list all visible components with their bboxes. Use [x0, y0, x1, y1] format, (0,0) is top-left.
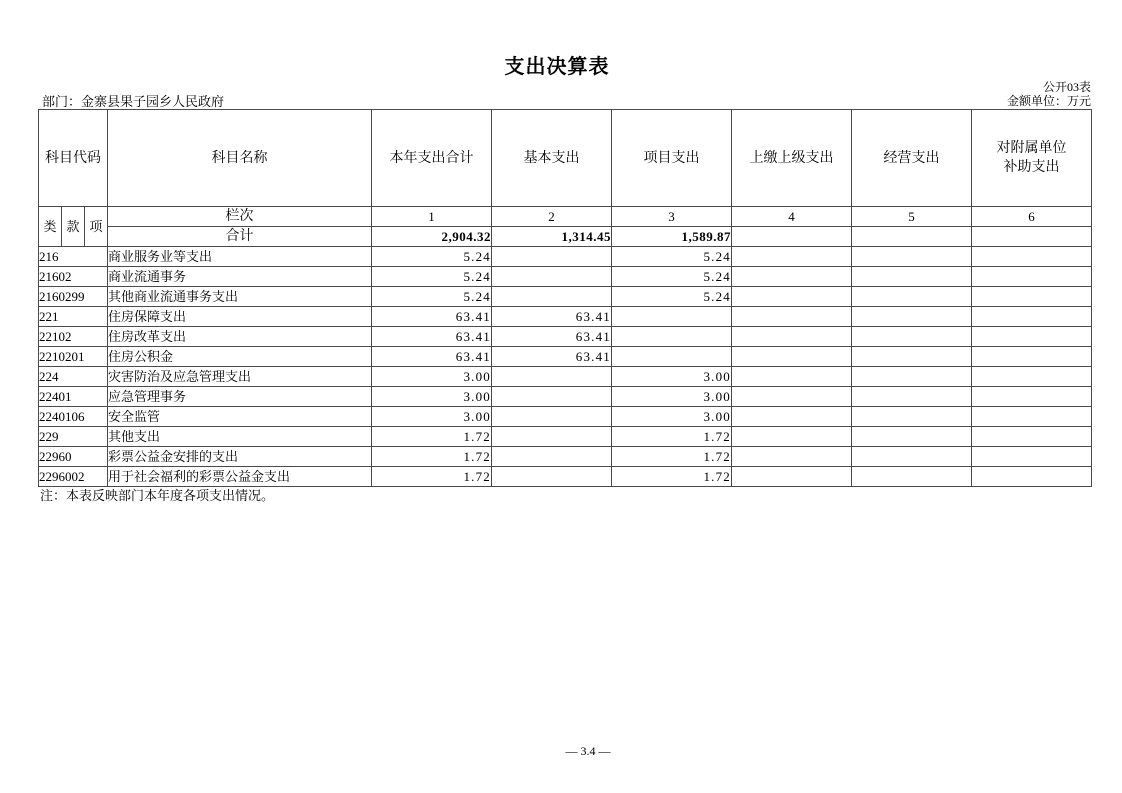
row-total-expenditure: 5.24 — [372, 247, 492, 267]
row-basic-expenditure — [492, 427, 612, 447]
row-project-expenditure: 3.00 — [612, 367, 732, 387]
amount-unit: 金额单位：万元 — [1006, 94, 1091, 108]
total-value: 1,314.45 — [492, 227, 612, 247]
row-code: 216 — [39, 247, 108, 267]
row-subsidy-expenditure — [972, 467, 1092, 487]
row-remit-expenditure — [732, 247, 852, 267]
header-row — [39, 110, 1092, 207]
header-basic-expenditure: 基本支出 — [492, 110, 612, 207]
row-code: 21602 — [39, 267, 108, 287]
column-index: 2 — [492, 207, 612, 227]
row-project-expenditure: 1.72 — [612, 427, 732, 447]
row-subsidy-expenditure — [972, 427, 1092, 447]
row-subsidy-expenditure — [972, 287, 1092, 307]
header-remit-expenditure: 上缴上级支出 — [732, 110, 852, 207]
table-row — [39, 267, 1092, 287]
row-code: 221 — [39, 307, 108, 327]
row-operating-expenditure — [852, 247, 972, 267]
row-remit-expenditure — [732, 287, 852, 307]
row-name: 灾害防治及应急管理支出 — [108, 367, 372, 387]
row-operating-expenditure — [852, 367, 972, 387]
page-number: — 3.4 — — [565, 744, 611, 758]
row-basic-expenditure — [492, 367, 612, 387]
row-basic-expenditure: 63.41 — [492, 347, 612, 367]
page-title: 支出决算表 — [504, 56, 610, 78]
row-subsidy-expenditure — [972, 267, 1092, 287]
department-label: 部门：金寨县果子园乡人民政府 — [42, 94, 225, 109]
column-index: 4 — [732, 207, 852, 227]
row-name: 用于社会福利的彩票公益金支出 — [108, 467, 372, 487]
column-index: 3 — [612, 207, 732, 227]
row-name: 其他商业流通事务支出 — [108, 287, 372, 307]
row-project-expenditure: 1.72 — [612, 467, 732, 487]
row-total-expenditure: 3.00 — [372, 407, 492, 427]
table-row — [39, 407, 1092, 427]
row-code: 2296002 — [39, 467, 108, 487]
row-total-expenditure: 1.72 — [372, 447, 492, 467]
header-category: 类 — [39, 207, 62, 247]
table-row — [39, 307, 1092, 327]
column-index-label: 栏次 — [108, 207, 372, 227]
row-name: 安全监管 — [108, 407, 372, 427]
row-total-expenditure: 3.00 — [372, 367, 492, 387]
header-subject-code: 科目代码 — [39, 110, 108, 207]
total-value — [972, 227, 1092, 247]
row-code: 2240106 — [39, 407, 108, 427]
row-basic-expenditure: 63.41 — [492, 327, 612, 347]
row-code: 2160299 — [39, 287, 108, 307]
header-subsidy-expenditure: 对附属单位 补助支出 — [972, 110, 1092, 207]
row-remit-expenditure — [732, 407, 852, 427]
row-subsidy-expenditure — [972, 307, 1092, 327]
row-project-expenditure — [612, 307, 732, 327]
header-operating-expenditure: 经营支出 — [852, 110, 972, 207]
table-row — [39, 287, 1092, 307]
row-basic-expenditure — [492, 267, 612, 287]
row-name: 住房公积金 — [108, 347, 372, 367]
table-row — [39, 387, 1092, 407]
row-remit-expenditure — [732, 387, 852, 407]
table-row — [39, 367, 1092, 387]
row-remit-expenditure — [732, 267, 852, 287]
row-operating-expenditure — [852, 387, 972, 407]
form-number: 公开03表 — [1042, 80, 1091, 94]
row-remit-expenditure — [732, 467, 852, 487]
row-basic-expenditure — [492, 247, 612, 267]
row-remit-expenditure — [732, 347, 852, 367]
row-basic-expenditure — [492, 407, 612, 427]
header-total-expenditure: 本年支出合计 — [372, 110, 492, 207]
row-code: 224 — [39, 367, 108, 387]
row-basic-expenditure — [492, 447, 612, 467]
row-operating-expenditure — [852, 267, 972, 287]
row-operating-expenditure — [852, 307, 972, 327]
row-operating-expenditure — [852, 467, 972, 487]
row-name: 商业流通事务 — [108, 267, 372, 287]
row-remit-expenditure — [732, 327, 852, 347]
row-remit-expenditure — [732, 367, 852, 387]
table-note: 注：本表反映部门本年度各项支出情况。 — [40, 488, 275, 503]
row-basic-expenditure: 63.41 — [492, 307, 612, 327]
row-operating-expenditure — [852, 327, 972, 347]
row-operating-expenditure — [852, 347, 972, 367]
row-name: 彩票公益金安排的支出 — [108, 447, 372, 467]
total-label: 合计 — [108, 227, 372, 247]
row-name: 应急管理事务 — [108, 387, 372, 407]
table-row — [39, 327, 1092, 347]
total-value: 2,904.32 — [372, 227, 492, 247]
total-value — [852, 227, 972, 247]
row-code: 22401 — [39, 387, 108, 407]
row-name: 住房保障支出 — [108, 307, 372, 327]
row-project-expenditure: 1.72 — [612, 447, 732, 467]
header-project-expenditure: 项目支出 — [612, 110, 732, 207]
row-remit-expenditure — [732, 427, 852, 447]
row-total-expenditure: 5.24 — [372, 267, 492, 287]
row-total-expenditure: 63.41 — [372, 347, 492, 367]
column-index-row — [39, 207, 1092, 227]
header-item: 项 — [85, 207, 108, 247]
row-subsidy-expenditure — [972, 247, 1092, 267]
table-row — [39, 347, 1092, 367]
column-index: 1 — [372, 207, 492, 227]
row-total-expenditure: 3.00 — [372, 387, 492, 407]
row-total-expenditure: 1.72 — [372, 427, 492, 447]
row-operating-expenditure — [852, 407, 972, 427]
row-subsidy-expenditure — [972, 367, 1092, 387]
total-value: 1,589.87 — [612, 227, 732, 247]
row-operating-expenditure — [852, 287, 972, 307]
row-total-expenditure: 63.41 — [372, 307, 492, 327]
row-basic-expenditure — [492, 387, 612, 407]
row-subsidy-expenditure — [972, 447, 1092, 467]
row-project-expenditure — [612, 347, 732, 367]
row-total-expenditure: 63.41 — [372, 327, 492, 347]
total-row — [39, 227, 1092, 247]
row-basic-expenditure — [492, 287, 612, 307]
row-name: 其他支出 — [108, 427, 372, 447]
header-section: 款 — [62, 207, 85, 247]
table-row — [39, 247, 1092, 267]
row-project-expenditure: 5.24 — [612, 267, 732, 287]
row-code: 22102 — [39, 327, 108, 347]
row-total-expenditure: 5.24 — [372, 287, 492, 307]
row-basic-expenditure — [492, 467, 612, 487]
row-subsidy-expenditure — [972, 387, 1092, 407]
total-value — [732, 227, 852, 247]
row-code: 2210201 — [39, 347, 108, 367]
row-operating-expenditure — [852, 447, 972, 467]
row-name: 住房改革支出 — [108, 327, 372, 347]
row-total-expenditure: 1.72 — [372, 467, 492, 487]
row-remit-expenditure — [732, 307, 852, 327]
row-subsidy-expenditure — [972, 407, 1092, 427]
row-project-expenditure: 5.24 — [612, 247, 732, 267]
expenditure-table — [38, 109, 1092, 487]
table-row — [39, 447, 1092, 467]
column-index: 5 — [852, 207, 972, 227]
row-subsidy-expenditure — [972, 347, 1092, 367]
row-project-expenditure — [612, 327, 732, 347]
row-code: 22960 — [39, 447, 108, 467]
row-project-expenditure: 3.00 — [612, 387, 732, 407]
row-subsidy-expenditure — [972, 327, 1092, 347]
table-row — [39, 467, 1092, 487]
header-subject-name: 科目名称 — [108, 110, 372, 207]
column-index: 6 — [972, 207, 1092, 227]
row-code: 229 — [39, 427, 108, 447]
row-remit-expenditure — [732, 447, 852, 467]
row-operating-expenditure — [852, 427, 972, 447]
row-project-expenditure: 5.24 — [612, 287, 732, 307]
row-name: 商业服务业等支出 — [108, 247, 372, 267]
table-row — [39, 427, 1092, 447]
row-project-expenditure: 3.00 — [612, 407, 732, 427]
